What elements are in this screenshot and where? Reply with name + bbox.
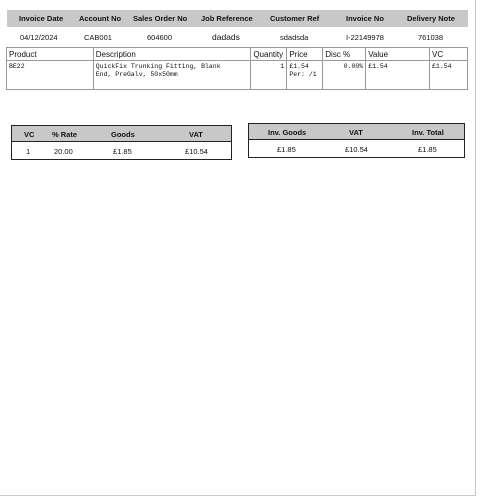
header-label-delivery-note: Delivery Note [407,14,455,23]
invoice-totals-box [248,123,465,158]
header-label-invoice-date: Invoice Date [19,14,64,23]
vat-col-vat: VAT [189,130,203,139]
cell-quantity: 1 [251,61,287,90]
header-label-sales-order-no: Sales Order No [133,14,188,23]
totals-col-inv-goods: Inv. Goods [268,128,307,137]
vat-summary-header [12,126,231,142]
invoice-lines-table [6,47,468,90]
cell-product: BE22 [7,61,94,90]
vat-col-goods: Goods [111,130,135,139]
header-label-account-no: Account No [79,14,122,23]
cell-vc: £1.54 [430,61,468,90]
col-header-quantity: Quantity [251,48,287,61]
lines-header-row [7,48,468,61]
description-line-1: QuickFix Trunking Fitting, Blank [95,63,221,70]
col-header-value: Value [366,48,430,61]
col-header-product: Product [7,48,94,61]
col-header-disc: Disc % [323,48,366,61]
totals-row-inv-total: £1.85 [418,145,437,154]
vat-row-goods: £1.85 [113,147,132,156]
header-value-invoice-date: 04/12/2024 [20,33,58,42]
header-value-sales-order-no: 604600 [147,33,173,42]
price-line-2: Per: /1 [289,71,317,78]
vat-col-rate: % Rate [52,130,78,139]
cell-value: £1.54 [366,61,430,90]
header-value-invoice-no: I-22149978 [346,33,384,42]
totals-col-inv-total: Inv. Total [412,128,444,137]
header-value-account-no: CAB001 [84,33,112,42]
header-label-job-reference: Job Reference [201,14,253,23]
invoice-header-values [7,33,468,45]
totals-col-vat: VAT [349,128,363,137]
vat-col-vc: VC [24,130,35,139]
cell-description [93,61,251,90]
totals-row [249,140,464,157]
vat-row-vat: £10.54 [185,147,208,156]
table-row [7,61,468,90]
price-line-1: £1.54 [289,63,309,70]
header-value-delivery-note: 761038 [418,33,444,42]
vat-summary-box [11,125,232,160]
totals-header [249,124,464,140]
col-header-vc: VC [430,48,468,61]
header-label-invoice-no: Invoice No [346,14,384,23]
invoice-header-bar [7,10,468,27]
vat-row-rate: 20.00 [54,147,73,156]
cell-price [287,61,323,90]
col-header-description: Description [93,48,251,61]
vat-summary-row [12,142,231,159]
totals-row-vat: £10.54 [345,145,368,154]
description-line-2: End, PreGalv, 50x50mm [95,71,178,78]
header-label-customer-ref: Customer Ref [270,14,320,23]
header-value-job-reference: dadads [212,32,240,42]
vat-row-vc: 1 [26,147,31,156]
col-header-price: Price [287,48,323,61]
totals-row-inv-goods: £1.85 [277,145,296,154]
cell-disc: 0.00% [323,61,366,90]
header-value-customer-ref: sdadsda [280,33,309,42]
